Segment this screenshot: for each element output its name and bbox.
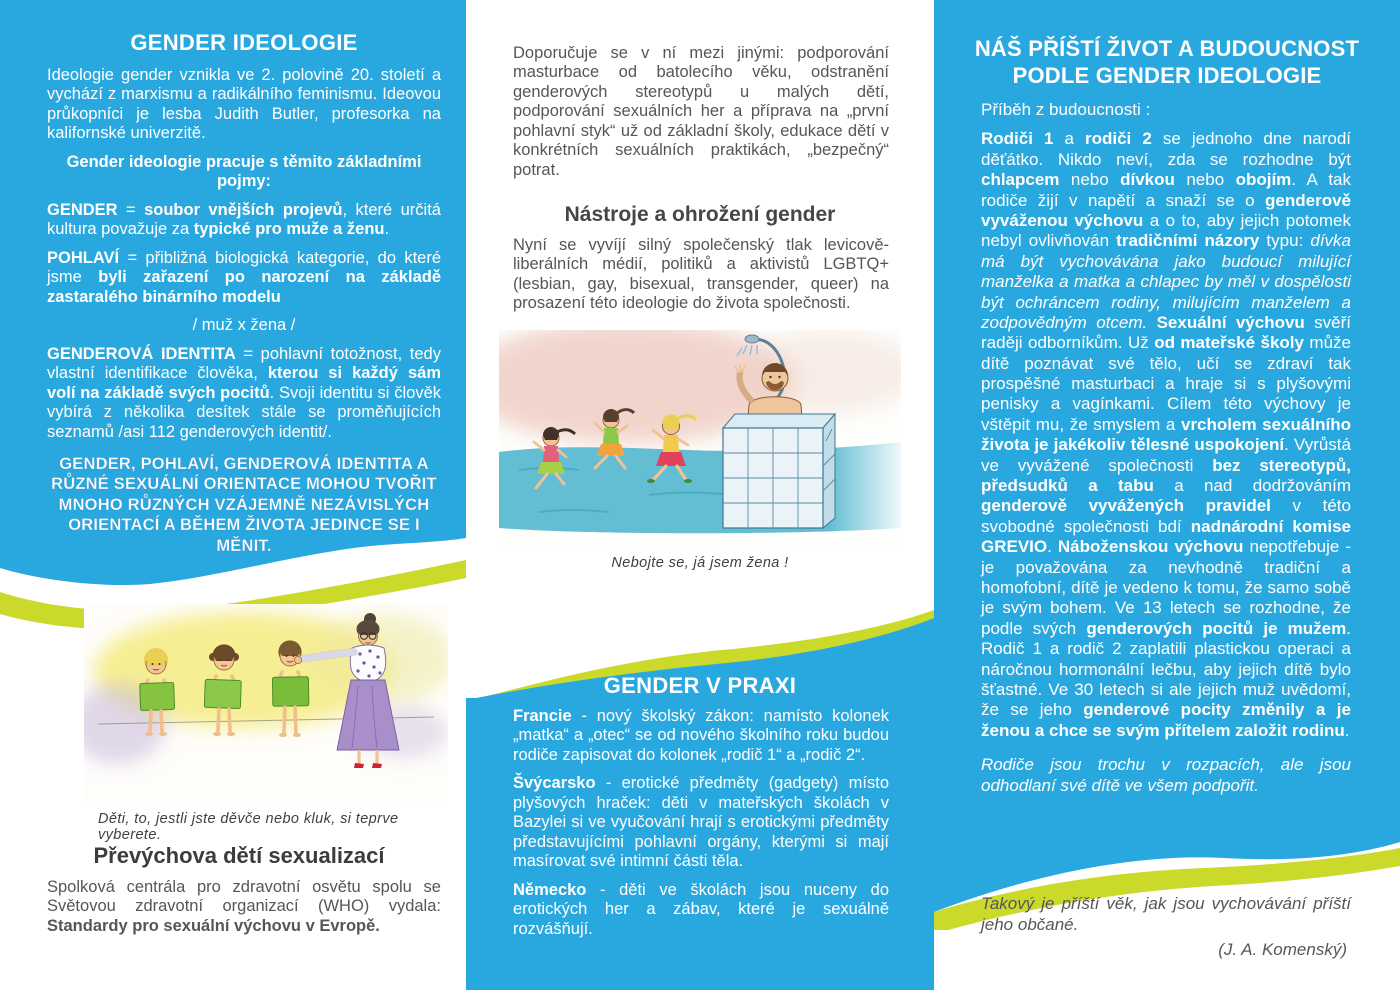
children-teacher-drawing bbox=[84, 604, 448, 802]
text-segment: kterou si každý sám volí na základě svých pocitů bbox=[47, 364, 441, 402]
text-segment: typické pro muže a ženu bbox=[193, 220, 385, 239]
left-title: GENDER IDEOLOGIE bbox=[130, 30, 358, 55]
text-segment: nebo bbox=[1059, 170, 1121, 190]
text-segment: se jednoho dne narodí děťátko. Nikdo neví, zda se rozhodne být bbox=[981, 129, 1352, 169]
paragraph bbox=[513, 707, 889, 765]
text-segment: bez stereotypů, předsudků a tabu bbox=[981, 455, 1351, 496]
text-segment: Ideologie gender vznikla ve 2. polovině 20. století a vychází z marxismu a radikálního feminismu. Ideovou průkopníci je lesba Judith Butler, profesorka na kalifornské univerzitě. bbox=[47, 66, 441, 143]
quote-attribution: (J. A. Komenský) bbox=[1218, 939, 1347, 959]
text-segment: typu: bbox=[1259, 231, 1311, 251]
text-segment: GENDER bbox=[47, 200, 118, 219]
text-segment: dívka má být vychovávána jako budoucí milující manželka a matka a chlapec by měl v dospělosti být ochráncem rodiny, milujícím manželem a zodpovědným otcem. bbox=[981, 231, 1351, 332]
paragraph bbox=[47, 66, 441, 144]
text-segment: a nad dodržováním bbox=[1153, 476, 1351, 496]
text-segment: nepotřebuje - je považována za nevhodně tradiční a homofobní, dítě je vedeno k tomu, že samo sobě je svým bohem. Ve 13 letech se rozhodne, že podle svých bbox=[981, 537, 1352, 638]
text-segment: Doporučuje se v ní mezi jinými: podporování masturbace od batolecího věku, odstranění genderových stereotypů u malých dětí, podporování sexuálních her a příprava na „první pohlavní styk“ už od základní školy, edukace dětí v konkrétních sexuálních praktikách, „bezpečný“ potrat. bbox=[513, 44, 889, 179]
closing-quote bbox=[981, 893, 1351, 960]
text-segment: Německo bbox=[513, 880, 587, 899]
text-segment: Švýcarsko bbox=[513, 774, 596, 793]
paragraph bbox=[47, 345, 441, 442]
text-segment: chlapcem bbox=[981, 170, 1060, 190]
text-segment: tradičními názory bbox=[1116, 231, 1260, 251]
praxis-title: GENDER V PRAXI bbox=[603, 673, 797, 698]
text-segment: byli zařazení po narození na základě zastaralého binárního modelu bbox=[47, 268, 441, 306]
shower-drawing bbox=[499, 330, 901, 548]
text-segment: = pohlavní totožnost, tedy vlastní identifikace člověka, bbox=[47, 344, 441, 383]
text-segment: . Vyrůstá ve vyvážené společnosti bbox=[981, 435, 1351, 475]
paragraph bbox=[47, 153, 441, 192]
text-segment: GENDEROVÁ IDENTITA bbox=[47, 344, 236, 363]
text-segment: soubor vnějších projevů bbox=[144, 200, 343, 219]
illustration-caption: Děti, to, jestli jste děvče nebo kluk, si teprve vyberete. bbox=[98, 811, 399, 843]
text-segment: Francie bbox=[513, 707, 572, 725]
left-bottom-heading: Převýchova dětí sexualizací bbox=[93, 843, 385, 868]
panel-left bbox=[0, 0, 466, 990]
shower-illustration bbox=[499, 330, 901, 571]
paragraph bbox=[47, 878, 441, 936]
right-story-paragraphs bbox=[981, 100, 1351, 805]
text-segment: a bbox=[1053, 129, 1085, 149]
paragraph bbox=[981, 755, 1351, 796]
text-segment: , které určitá kultura považuje za bbox=[47, 200, 441, 239]
text-segment: v této svobodné společnosti bdí bbox=[981, 496, 1351, 536]
text-segment: Náboženskou výchovu bbox=[1057, 537, 1244, 557]
paragraph bbox=[513, 774, 889, 871]
text-segment: . bbox=[384, 220, 390, 239]
paragraph bbox=[47, 316, 441, 335]
text-segment: - nový školský zákon: namísto kolonek „matka“ a „otec“ se od nového školního roku budou rodiče zapisovat do kolonek „rodič 1“ a „rodič 2“. bbox=[513, 707, 889, 764]
text-segment: Nyní se vyvíjí silný společenský tlak levicově-liberálních médií, politiků a aktivistů LGBTQ+ (lesbian, gay, bisexual, transgender, queer) na prosazení této ideologie do života společnosti. bbox=[513, 236, 889, 313]
quote-paragraphs bbox=[981, 893, 1351, 936]
text-segment: genderových pocitů je mužem bbox=[1086, 618, 1347, 638]
text-segment: . bbox=[1047, 537, 1058, 557]
text-segment: a o to, aby jejich potomek nebyl ovlivňován bbox=[981, 210, 1351, 251]
panel-middle bbox=[466, 0, 934, 990]
text-segment bbox=[1147, 313, 1156, 332]
text-segment: Příběh z budoucnosti : bbox=[981, 100, 1151, 119]
text-segment: = bbox=[117, 200, 145, 219]
text-segment: GENDER, POHLAVÍ, GENDEROVÁ IDENTITA A RŮZNÉ SEXUÁLNÍ ORIENTACE MOHOU TVOŘIT MNOHO RŮZNÝCH VZÁJEMNĚ NEZÁVISLÝCH ORIENTACÍ A BĚHEM ŽIVOTA JEDINCE SE I MĚNIT. bbox=[51, 454, 437, 555]
text-segment: svěří raději odborníkům. Už bbox=[981, 312, 1351, 353]
text-segment: = přibližná biologická kategorie, do které jsme bbox=[47, 248, 441, 287]
text-segment: genderově vyvážených pravidel bbox=[981, 496, 1271, 516]
paragraph bbox=[981, 893, 1351, 936]
paragraph bbox=[47, 201, 441, 240]
middle-top-paragraphs bbox=[513, 44, 889, 189]
paragraph bbox=[981, 100, 1351, 120]
paragraph bbox=[47, 249, 441, 307]
text-segment: nadnárodní komise GREVIO bbox=[981, 516, 1351, 557]
paragraph bbox=[981, 129, 1351, 741]
left-blue-content bbox=[47, 30, 441, 565]
text-segment: Takový je příští věk, jak jsou vychovávání příští jeho občané. bbox=[981, 894, 1351, 935]
children-teacher-illustration bbox=[84, 604, 448, 843]
paragraph bbox=[513, 44, 889, 180]
paragraph bbox=[47, 454, 441, 556]
text-segment: . A tak rodiče žijí v napětí a snaží se o bbox=[981, 170, 1352, 210]
praxis-paragraphs bbox=[513, 707, 889, 948]
middle-section-paragraphs bbox=[513, 236, 889, 323]
text-segment: genderové pocity změnily a je ženou a chce se svým přítelem založit rodinu bbox=[981, 700, 1351, 740]
text-segment: nebo bbox=[1174, 170, 1236, 190]
paragraph bbox=[513, 236, 889, 314]
text-segment: - děti ve školách jsou nuceny do erotických her a zábav, které je sexuálně rozvášňují. bbox=[513, 880, 889, 938]
left-bottom-paragraphs bbox=[47, 878, 441, 945]
text-segment: - erotické předměty (gadgety) místo plyšových hraček: děti v mateřských školách v Bazylei si ve vyučování hrají s erotickými předměty představujícími pohlavní orgány, kterými si mají masírovat své intimní části těla. bbox=[513, 774, 889, 871]
text-segment: Standardy pro sexuální výchovu v Evropě. bbox=[47, 916, 380, 935]
text-segment: Spolková centrála pro zdravotní osvětu spolu se Světovou zdravotní organizací (WHO) vydala: bbox=[47, 878, 441, 916]
panel-right bbox=[934, 0, 1400, 990]
text-segment: Rodiči 1 bbox=[981, 129, 1054, 149]
text-segment: obojím bbox=[1235, 170, 1292, 190]
text-segment: vrcholem sexuálního života je jakékoliv tělesné uspokojení bbox=[981, 414, 1351, 455]
text-segment: Gender ideologie pracuje s těmito základními pojmy: bbox=[66, 152, 422, 191]
text-segment: . Svoji identitu si člověk vybírá z několika desítek stále se proměňujících seznamů /asi 112 genderových identit/. bbox=[47, 383, 441, 441]
text-segment: Sexuální výchovu bbox=[1156, 312, 1305, 332]
text-segment: . Rodič 1 a rodič 2 zaplatili plastickou operaci a náročnou hormonální lečbu, aby jejich dítě bylo šťastné. Ve 30 letech si ale jejich muž uvědomí, že se jeho bbox=[981, 618, 1351, 720]
middle-section-heading: Nástroje a ohrožení gender bbox=[564, 203, 836, 226]
text-segment: od mateřské školy bbox=[1154, 333, 1304, 353]
right-title: NÁŠ PŘÍŠTÍ ŽIVOT A BUDOUCNOST PODLE GENDER IDEOLOGIE bbox=[974, 36, 1360, 88]
text-segment: genderově vyváženou výchovu bbox=[981, 190, 1351, 230]
text-segment: může dítě poznávat své tělo, učí se zdraví tak prospěšné masturbaci a hraje si s plyšovými penisky a vagínkami. Cílem této výchovy je vštěpit mu, že smyslem a bbox=[981, 333, 1351, 434]
text-segment: . bbox=[1344, 720, 1350, 740]
text-segment: POHLAVÍ bbox=[47, 248, 120, 267]
illustration-caption: Nebojte se, já jsem žena ! bbox=[611, 555, 789, 571]
paragraph bbox=[513, 881, 889, 939]
text-segment: / muž x žena / bbox=[192, 316, 296, 335]
left-paragraphs bbox=[47, 66, 441, 556]
text-segment: dívkou bbox=[1120, 170, 1175, 190]
text-segment: Rodiče jsou trochu v rozpacích, ale jsou odhodlaní své dítě ve všem podpořit. bbox=[981, 755, 1351, 795]
text-segment: rodiči 2 bbox=[1085, 129, 1152, 149]
